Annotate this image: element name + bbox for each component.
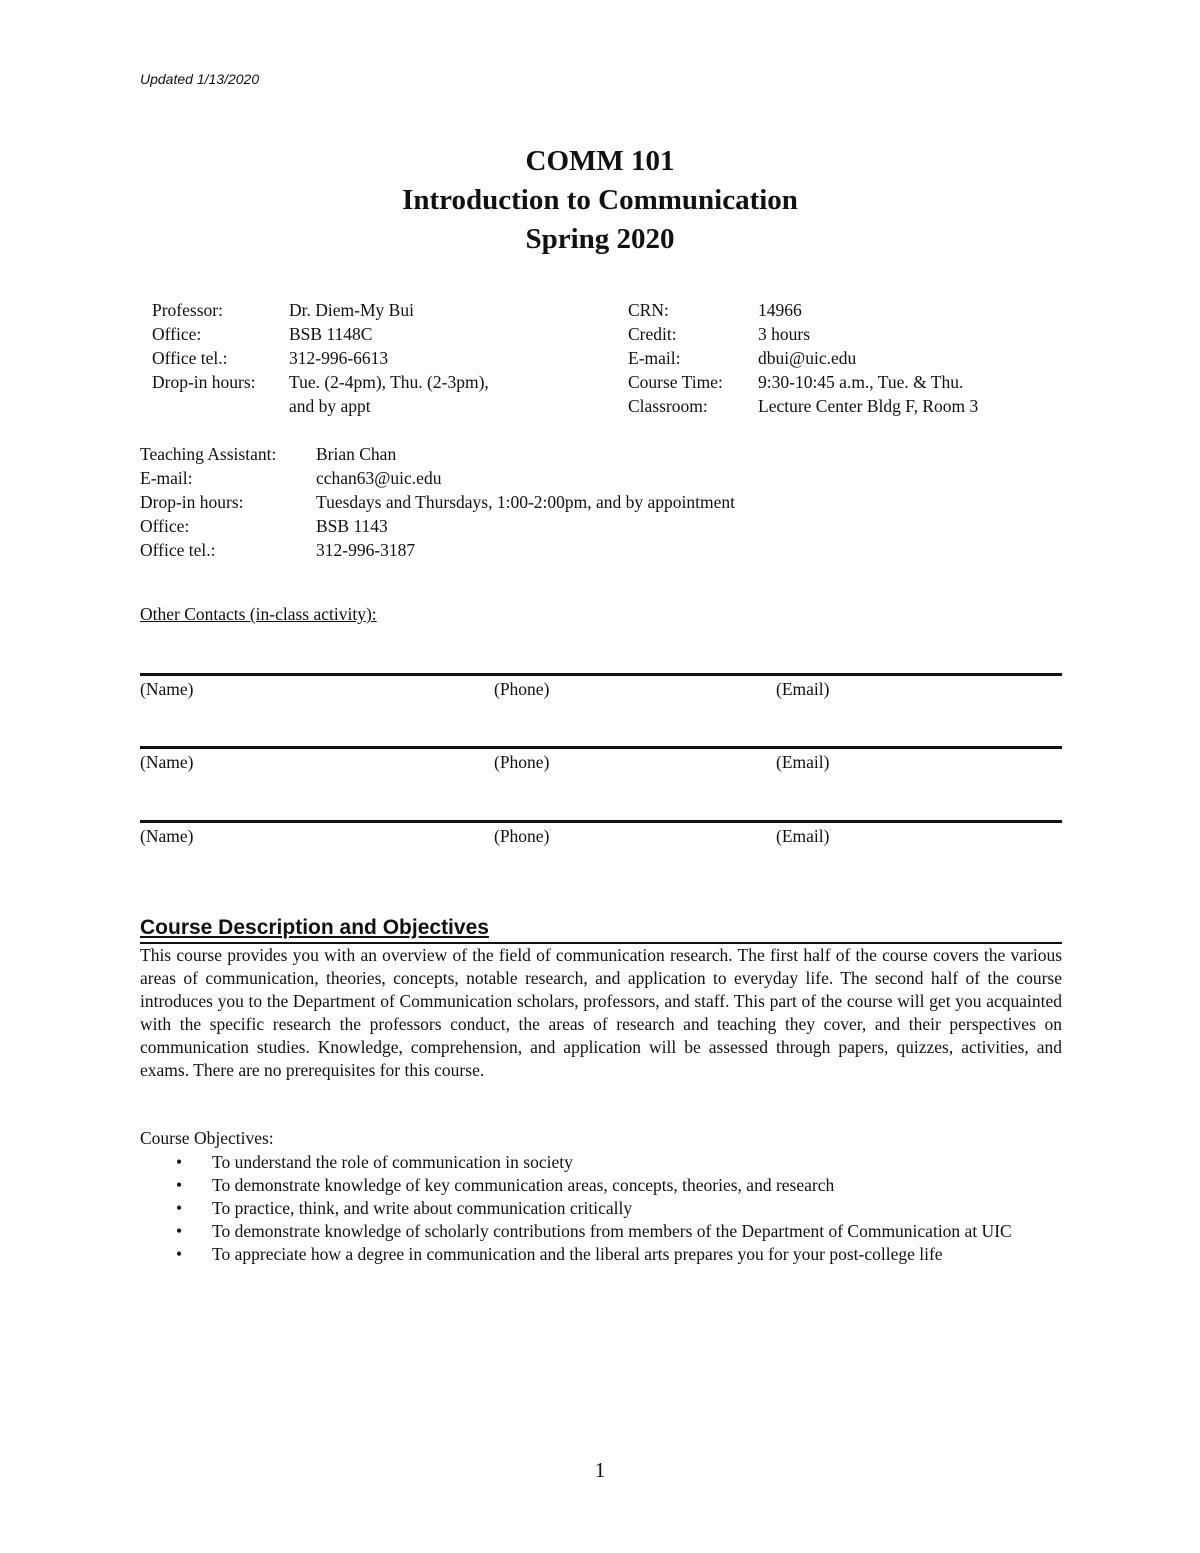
info-row-credit [628,322,1068,346]
info-value: dbui@uic.edu [758,348,857,368]
section-heading-text: Course Description and Objectives [140,916,489,939]
info-label: Office tel.: [152,348,228,368]
info-label: Classroom: [628,396,708,416]
info-value: Tue. (2-4pm), Thu. (2-3pm), [289,372,489,392]
contact-email-label: (Email) [776,826,830,846]
bullet-icon: • [176,1152,183,1172]
page-number: 1 [594,1458,606,1482]
info-row-course-time [628,370,1068,394]
contact-name-label: (Name) [140,679,194,699]
info-value: 312-996-3187 [316,540,416,560]
objective-text: To practice, think, and write about communication critically [212,1198,633,1218]
info-value: 14966 [758,300,802,320]
info-value: BSB 1143 [316,516,388,536]
contact-row [140,673,1062,716]
info-label: Office tel.: [140,540,216,560]
course-objectives-list [140,1151,1062,1266]
course-code: COMM 101 [525,145,675,177]
info-row-drop-in-hours [152,370,612,394]
objective-text: To demonstrate knowledge of key communication areas, concepts, theories, and research [212,1175,835,1195]
contact-name-label: (Name) [140,752,194,772]
bullet-icon: • [176,1244,183,1264]
contact-phone-label: (Phone) [494,826,550,846]
course-name: Introduction to Communication [402,184,798,216]
info-value: 9:30-10:45 a.m., Tue. & Thu. [758,372,964,392]
ta-row-drop-in-hours [140,490,1060,514]
professor-info-right [628,298,1068,418]
info-value: Brian Chan [316,444,397,464]
info-value: cchan63@uic.edu [316,468,442,488]
bullet-icon: • [176,1175,183,1195]
course-objectives-label: Course Objectives: [140,1128,274,1148]
ta-row-office [140,514,1060,538]
other-contacts-heading: Other Contacts (in-class activity): [140,604,377,624]
course-description-text: This course provides you with an overview of the field of communication research. The first half of the course covers the various areas of communication, theories, concepts, notable research, and application to everyday life. The second half of the course introduces you to the Department of Communication scholars, professors, and staff. This part of the course will get you acquainted with the specific research the professors conduct, the areas of research and teaching they cover, and their perspectives on communication studies. Knowledge, comprehension, and application will be assessed through papers, quizzes, activities, and exams. There are no prerequisites for this course. [140,945,1062,1080]
contact-row [140,746,1062,789]
section-heading-course-description [140,914,1062,944]
info-value: 312-996-6613 [289,348,389,368]
objective-text: To demonstrate knowledge of scholarly contributions from members of the Department of Communication at UIC [212,1221,1012,1241]
info-label: Credit: [628,324,677,344]
objective-item [140,1151,1062,1174]
info-value: BSB 1148C [289,324,373,344]
info-value: Lecture Center Bldg F, Room 3 [758,396,979,416]
contact-email-label: (Email) [776,752,830,772]
ta-row-email [140,466,1060,490]
info-label: Drop-in hours: [140,492,244,512]
info-label: E-mail: [140,468,193,488]
course-title-block [0,142,1200,259]
objective-item [140,1174,1062,1197]
info-row-drop-in-hours-cont [152,394,612,418]
info-label: Course Time: [628,372,723,392]
info-row-email [628,346,1068,370]
ta-row-office-tel [140,538,1060,562]
contact-name-label: (Name) [140,826,194,846]
ta-row-name [140,442,1060,466]
info-label: Drop-in hours: [152,372,256,392]
info-row-office-tel [152,346,612,370]
contact-email-label: (Email) [776,679,830,699]
info-row-crn [628,298,1068,322]
info-value: 3 hours [758,324,811,344]
updated-date: Updated 1/13/2020 [140,71,260,87]
info-row-professor [152,298,612,322]
bullet-icon: • [176,1221,183,1241]
objective-item [140,1197,1062,1220]
info-label: Professor: [152,300,223,320]
info-value: Dr. Diem-My Bui [289,300,414,320]
info-value: and by appt [289,396,371,416]
info-row-office [152,322,612,346]
objective-text: To appreciate how a degree in communication and the liberal arts prepares you for your post-college life [212,1244,943,1264]
objective-item [140,1220,1062,1243]
info-value: Tuesdays and Thursdays, 1:00-2:00pm, and by appointment [316,492,736,512]
contact-row [140,820,1062,863]
info-row-classroom [628,394,1068,418]
ta-info [140,442,1060,562]
info-label: Office: [140,516,190,536]
objective-text: To understand the role of communication in society [212,1152,573,1172]
contact-phone-label: (Phone) [494,752,550,772]
objective-item [140,1243,1062,1266]
info-label: Office: [152,324,202,344]
contact-phone-label: (Phone) [494,679,550,699]
info-label: CRN: [628,300,669,320]
bullet-icon: • [176,1198,183,1218]
professor-info-left [152,298,612,418]
course-term: Spring 2020 [525,223,675,255]
info-label: E-mail: [628,348,681,368]
info-label: Teaching Assistant: [140,444,277,464]
